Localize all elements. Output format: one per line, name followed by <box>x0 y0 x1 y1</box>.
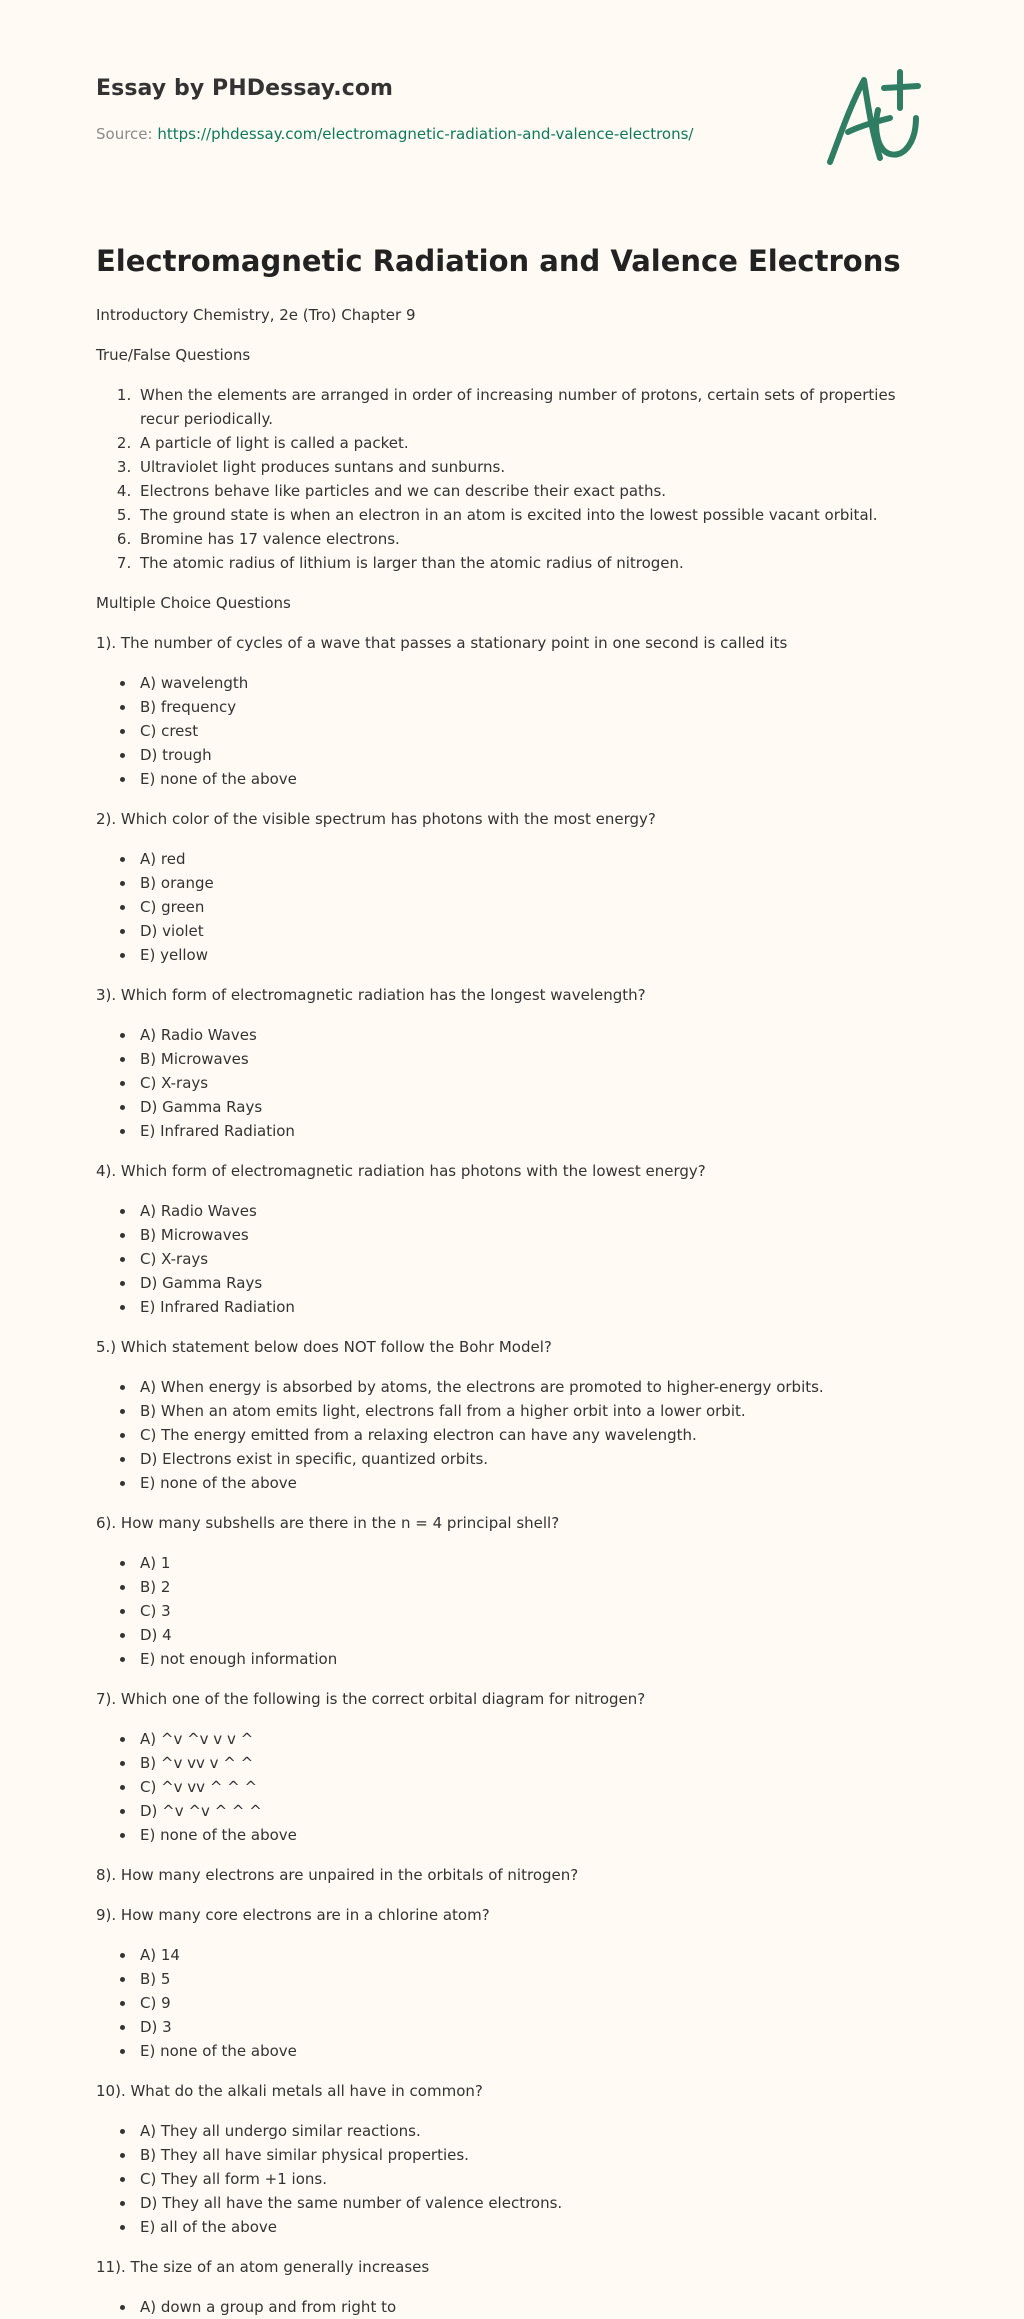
true-false-list <box>96 383 928 575</box>
answer-options-list <box>96 671 928 791</box>
header <box>96 0 928 188</box>
answer-option: • E) none of the above <box>136 1823 928 1847</box>
answer-option: • D) ^v ^v ^ ^ ^ <box>136 1799 928 1823</box>
source-label: Source: <box>96 125 158 143</box>
answer-option: • B) ^v vv v ^ ^ <box>136 1751 928 1775</box>
answer-option: • C) green <box>136 895 928 919</box>
answer-option: • D) trough <box>136 743 928 767</box>
multiple-choice-section <box>96 631 928 2319</box>
page-title: Electromagnetic Radiation and Valence Electrons <box>96 244 901 278</box>
answer-option: • E) none of the above <box>136 2039 928 2063</box>
list-item: 2. A particle of light is called a packet. <box>136 431 928 455</box>
question-text: 2). Which color of the visible spectrum has photons with the most energy? <box>96 809 656 828</box>
answer-option: • D) Electrons exist in specific, quantized orbits. <box>136 1447 928 1471</box>
answer-option: • C) 3 <box>136 1599 928 1623</box>
answer-option: • A) red <box>136 847 928 871</box>
question-text: 5.) Which statement below does NOT follow the Bohr Model? <box>96 1337 552 1356</box>
question-text: 3). Which form of electromagnetic radiation has the longest wavelength? <box>96 985 646 1004</box>
answer-option: • B) Microwaves <box>136 1223 928 1247</box>
answer-options-list <box>96 1023 928 1143</box>
question-text: 7). Which one of the following is the correct orbital diagram for nitrogen? <box>96 1689 646 1708</box>
answer-option: • E) Infrared Radiation <box>136 1119 928 1143</box>
list-item: 7. The atomic radius of lithium is larger than the atomic radius of nitrogen. <box>136 551 928 575</box>
true-false-heading: True/False Questions <box>96 345 251 364</box>
answer-options-list <box>96 2295 928 2319</box>
source-link[interactable]: https://phdessay.com/electromagnetic-radiation-and-valence-electrons/ <box>157 125 694 143</box>
answer-option: • D) Gamma Rays <box>136 1271 928 1295</box>
question-text: 6). How many subshells are there in the n = 4 principal shell? <box>96 1513 560 1532</box>
answer-option: • D) They all have the same number of valence electrons. <box>136 2191 928 2215</box>
answer-options-list <box>96 1375 928 1495</box>
list-item: 3. Ultraviolet light produces suntans and sunburns. <box>136 455 928 479</box>
answer-option: • C) 9 <box>136 1991 928 2015</box>
answer-option: • A) down a group and from right to <box>136 2295 928 2319</box>
answer-option: • A) Radio Waves <box>136 1023 928 1047</box>
answer-option: • E) none of the above <box>136 767 928 791</box>
list-item: 1. When the elements are arranged in order of increasing number of protons, certain sets of properties recur periodically. <box>136 383 928 431</box>
question-text: 9). How many core electrons are in a chlorine atom? <box>96 1905 490 1924</box>
question-text: 10). What do the alkali metals all have in common? <box>96 2081 483 2100</box>
answer-option: • C) X-rays <box>136 1247 928 1271</box>
answer-option: • C) The energy emitted from a relaxing electron can have any wavelength. <box>136 1423 928 1447</box>
multiple-choice-heading: Multiple Choice Questions <box>96 593 291 612</box>
a-plus-logo-icon <box>820 66 928 174</box>
answer-option: • A) 1 <box>136 1551 928 1575</box>
list-item: 4. Electrons behave like particles and we can describe their exact paths. <box>136 479 928 503</box>
answer-option: • C) ^v vv ^ ^ ^ <box>136 1775 928 1799</box>
answer-option: • E) none of the above <box>136 1471 928 1495</box>
answer-option: • A) 14 <box>136 1943 928 1967</box>
list-item: 6. Bromine has 17 valence electrons. <box>136 527 928 551</box>
answer-options-list <box>96 1727 928 1847</box>
answer-option: • A) ^v ^v v v ^ <box>136 1727 928 1751</box>
answer-option: • A) When energy is absorbed by atoms, the electrons are promoted to higher-energy orbits. <box>136 1375 928 1399</box>
answer-option: • B) orange <box>136 871 928 895</box>
answer-option: • C) crest <box>136 719 928 743</box>
answer-option: • E) Infrared Radiation <box>136 1295 928 1319</box>
answer-options-list <box>96 1199 928 1319</box>
answer-option: • E) not enough information <box>136 1647 928 1671</box>
answer-option: • A) wavelength <box>136 671 928 695</box>
answer-options-list <box>96 1551 928 1671</box>
answer-option: • B) Microwaves <box>136 1047 928 1071</box>
answer-option: • E) all of the above <box>136 2215 928 2239</box>
list-item: 5. The ground state is when an electron in an atom is excited into the lowest possible vacant orbital. <box>136 503 928 527</box>
brand-title: Essay by PHDessay.com <box>96 76 394 101</box>
answer-option: • C) X-rays <box>136 1071 928 1095</box>
question-text: 4). Which form of electromagnetic radiation has photons with the lowest energy? <box>96 1161 706 1180</box>
question-text: 11). The size of an atom generally increases <box>96 2257 430 2276</box>
answer-option: • A) Radio Waves <box>136 1199 928 1223</box>
answer-options-list <box>96 1943 928 2063</box>
answer-option: • B) 5 <box>136 1967 928 1991</box>
answer-option: • D) 3 <box>136 2015 928 2039</box>
source-line <box>96 125 928 143</box>
answer-option: • C) They all form +1 ions. <box>136 2167 928 2191</box>
answer-option: • B) 2 <box>136 1575 928 1599</box>
answer-option: • E) yellow <box>136 943 928 967</box>
answer-options-list <box>96 847 928 967</box>
answer-option: • D) violet <box>136 919 928 943</box>
answer-option: • B) When an atom emits light, electrons fall from a higher orbit into a lower orbit. <box>136 1399 928 1423</box>
answer-option: • B) They all have similar physical properties. <box>136 2143 928 2167</box>
question-text: 8). How many electrons are unpaired in the orbitals of nitrogen? <box>96 1865 579 1884</box>
chapter-subtitle: Introductory Chemistry, 2e (Tro) Chapter 9 <box>96 305 416 324</box>
question-text: 1). The number of cycles of a wave that passes a stationary point in one second is called its <box>96 633 788 652</box>
answer-option: • B) frequency <box>136 695 928 719</box>
answer-option: • D) Gamma Rays <box>136 1095 928 1119</box>
answer-option: • A) They all undergo similar reactions. <box>136 2119 928 2143</box>
answer-option: • D) 4 <box>136 1623 928 1647</box>
answer-options-list <box>96 2119 928 2239</box>
